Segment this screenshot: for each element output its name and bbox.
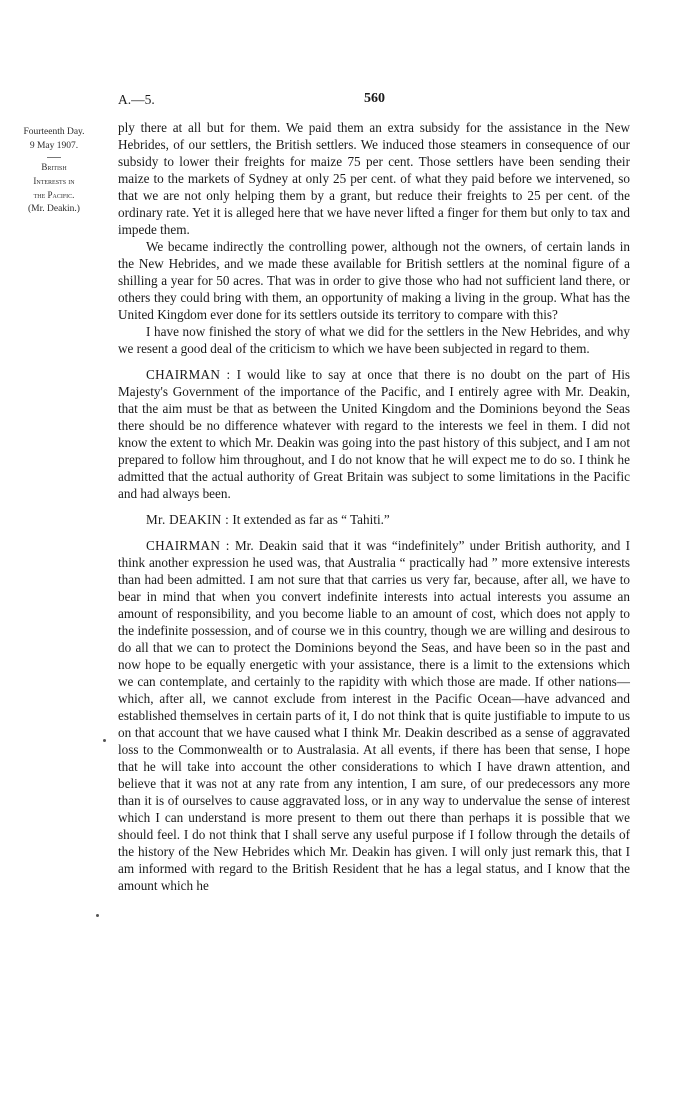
margin-date: 9 May 1907. [29, 141, 79, 152]
paragraph-5-text: It extended as far as “ Tahiti.” [232, 512, 390, 527]
speaker-chairman: CHAIRMAN : [146, 367, 231, 382]
speaker-chairman-2: CHAIRMAN : [146, 538, 230, 553]
margin-mark-2 [96, 914, 99, 917]
margin-mark-1 [103, 739, 106, 742]
page-number: 560 [364, 91, 385, 106]
paragraph-6-text: Mr. Deakin said that it was “indefinitely” under British authority, and I think another expression he used was, that Australia “ practically had ” more extensive interests than had been admitted. I am not sure that that carries us very far, because, after all, we have to bear in mind that when you convert indefinite interests into actual interests you assume an amount of responsibility, and you become liable to an amount of cost, which does not apply to the indefinite possession, and of course we in this country, though we are willing and desirous to do all that we can to protect the Dominions beyond the Seas, and have been so in the past and now hope to be equally energetic with your assistance, there is a limit to the extensions which we can contemplate, and certainly to the rapidity with which those are made. If other nations—which, after all, we cannot exclude from interest in the Pacific Ocean—have advanced and established themselves in certain parts of it, I do not think that is quite justifiable to impute to us on that account that we have caused what I think Mr. Deakin described as a sense of aggravated loss to the Commonwealth or to Australasia. At all events, if there has been that sense, I hope that he will take into account the other considerations to which I have drawn attention, and believe that it was not at any rate from any intention, I am sure, of our predecessors any more than it is of ourselves to cause aggravated loss, or in any way to undervalue the sense of interest which I can understand is more present to them out there than perhaps it is possible that we should feel. I do not think that I shall serve any useful purpose if I follow through the details of the history of the New Hebrides which Mr. Deakin has given. I will only just remark this, that I am informed with regard to the British Resident that he has a legal status, and I know that the amount which he [118, 538, 630, 893]
document-reference: A.—5. [118, 92, 155, 107]
speaker-deakin: Mr. DEAKIN : [146, 512, 230, 527]
body-text [118, 119, 630, 894]
paragraph-4 [118, 366, 630, 502]
margin-note [2, 125, 106, 217]
margin-subject-2: Interests in [33, 175, 75, 186]
paragraph-6 [118, 537, 630, 894]
paragraph-5 [118, 511, 630, 528]
paragraph-4-text: I would like to say at once that there is no doubt on the part of His Majesty's Government of the importance of the Pacific, and I entirely agree with Mr. Deakin, that the aim must be that as between the United Kingdom and the Dominions beyond the Seas there should be no difference whatever with regard to the interests we feel in them. I did not know the extent to which Mr. Deakin was going into the past history of this subject, and I am not prepared to follow him throughout, and I do not know that he will expect me to do so. I think he admitted that the actual authority of Great Britain was subject to some limitations in the Pacific and had always been. [118, 367, 631, 501]
margin-subject-3: the Pacific. [33, 190, 75, 201]
margin-subject-1: British [41, 161, 67, 172]
paragraph-1: ply there at all but for them. We paid them an extra subsidy for the assistance in the New Hebrides, of our settlers, the British settlers. We induced those steamers in consequence of our subsidy to lower their freights for maize 75 per cent. Those settlers have been sending their maize to the markets of Sydney at only 25 per cent. of what they paid before we intervened, so that we are not only helping them by a grant, but reduce their freights to 25 per cent. of the ordinary rate. Yet it is alleged here that we have never lifted a finger for them but only to tax and impede them. [118, 120, 630, 237]
margin-speaker: (Mr. Deakin.) [28, 204, 80, 215]
margin-day: Fourteenth Day. [23, 127, 85, 137]
paragraph-2: We became indirectly the controlling power, although not the owners, of certain lands in the New Hebrides, and we made these available for British settlers at the nominal figure of a shilling a year for 50 acres. That was in order to give those who had not sufficient land there, or others they could bring with them, an opportunity of making a living in the group. What has the United Kingdom ever done for its settlers outside its territory to compare with this? [118, 239, 630, 322]
margin-divider [47, 157, 61, 158]
paragraph-3: I have now finished the story of what we did for the settlers in the New Hebrides, and why we resent a good deal of the criticism to which we have been subjected in regard to them. [118, 324, 630, 356]
